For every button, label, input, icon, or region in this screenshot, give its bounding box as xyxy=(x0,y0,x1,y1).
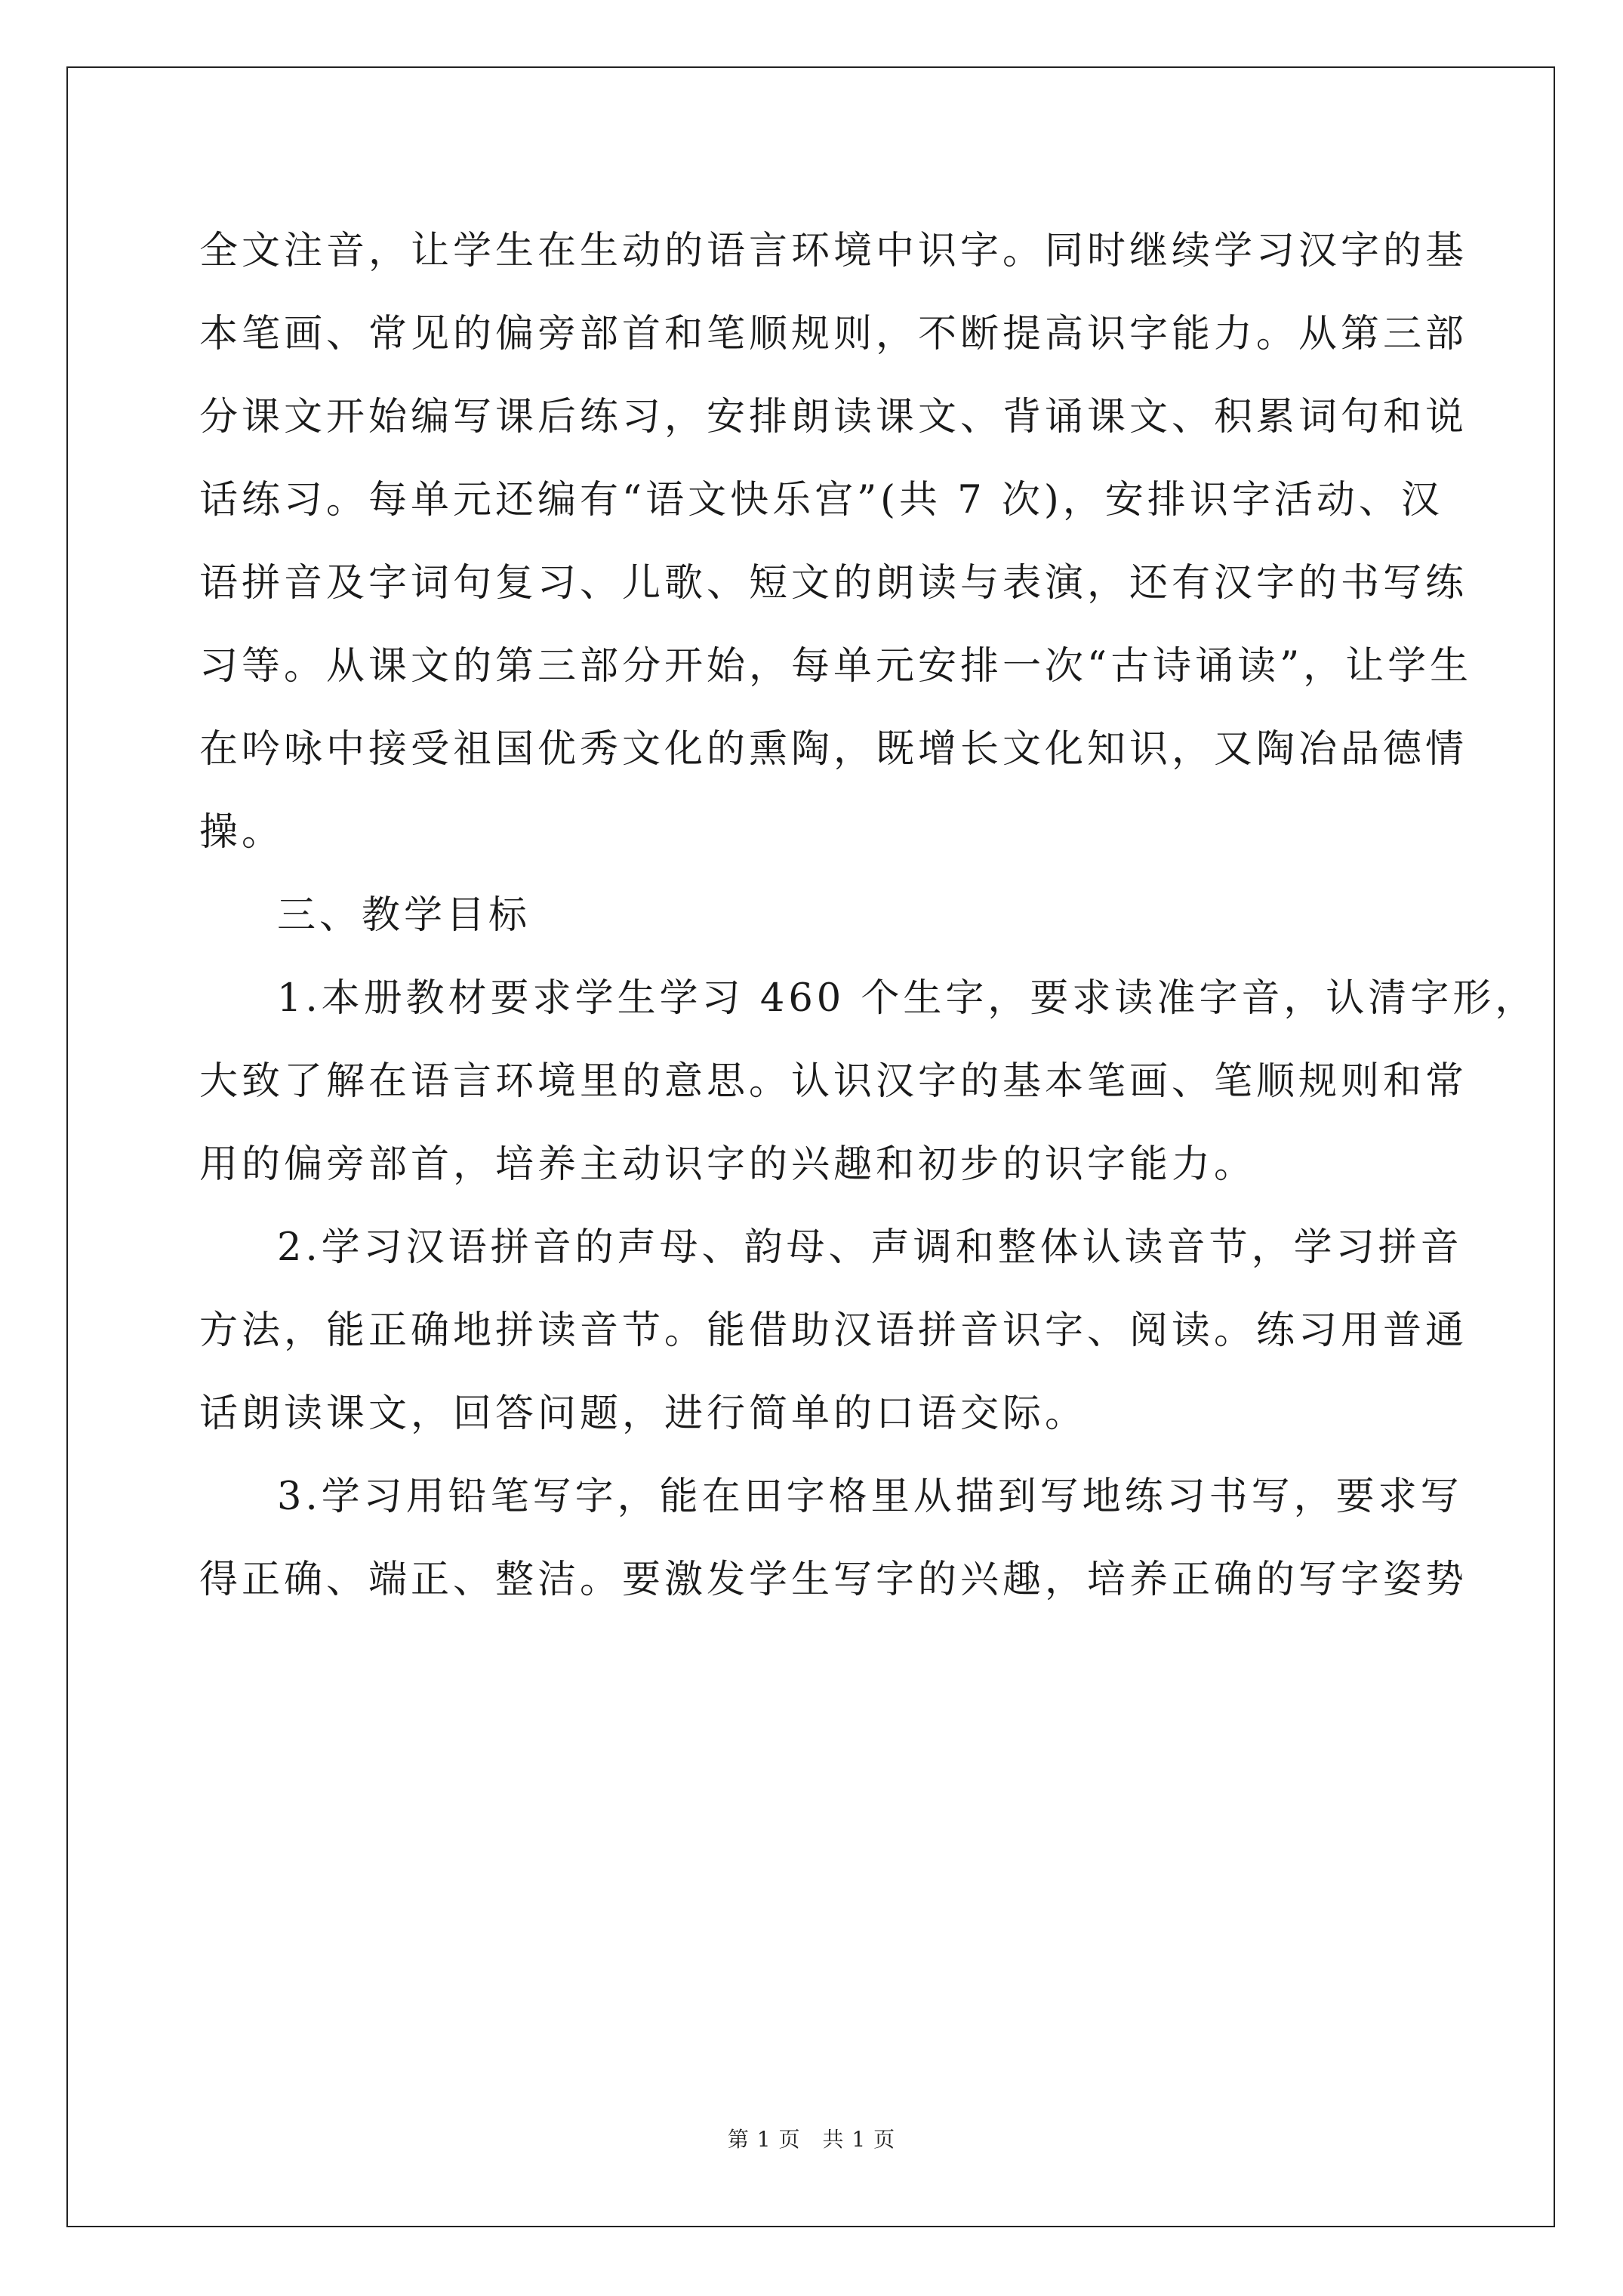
text-line: 习等。从课文的第三部分开始，每单元安排一次“古诗诵读”，让学生 xyxy=(199,644,1473,689)
text-line: 全文注音，让学生在生动的语言环境中识字。同时继续学习汉字的基 xyxy=(199,229,1468,273)
text-line: 分课文开始编写课后练习，安排朗读课文、背诵课文、积累词句和说 xyxy=(199,395,1468,439)
text-line: 得正确、端正、整洁。要激发学生写字的兴趣，培养正确的写字姿势 xyxy=(199,1558,1468,1602)
text-line: 话练习。每单元还编有“语文快乐宫”(共 7 次)，安排识字活动、汉 xyxy=(199,478,1443,522)
text-line: 用的偏旁部首，培养主动识字的兴趣和初步的识字能力。 xyxy=(199,1142,1257,1187)
text-line: 在吟咏中接受祖国优秀文化的熏陶，既增长文化知识，又陶冶品德情 xyxy=(199,727,1468,772)
text-line: 本笔画、常见的偏旁部首和笔顺规则，不断提高识字能力。从第三部 xyxy=(199,312,1468,356)
text-line: 大致了解在语言环境里的意思。认识汉字的基本笔画、笔顺规则和常 xyxy=(199,1059,1468,1104)
text-line: 1.本册教材要求学生学习 460 个生字，要求读准字音，认清字形， xyxy=(277,976,1538,1021)
section-heading: 三、教学目标 xyxy=(277,893,531,938)
text-line: 话朗读课文，回答问题，进行简单的口语交际。 xyxy=(199,1391,1088,1436)
text-line: 语拼音及字词句复习、儿歌、短文的朗读与表演，还有汉字的书写练 xyxy=(199,561,1468,606)
text-line: 3.学习用铅笔写字，能在田字格里从描到写地练习书写，要求写 xyxy=(277,1475,1463,1519)
page-number-footer: 第 1 页 共 1 页 xyxy=(727,2127,896,2152)
text-line: 方法，能正确地拼读音节。能借助汉语拼音识字、阅读。练习用普通 xyxy=(199,1308,1468,1353)
text-line: 操。 xyxy=(199,810,285,855)
text-line: 2.学习汉语拼音的声母、韵母、声调和整体认读音节，学习拼音 xyxy=(277,1225,1463,1270)
